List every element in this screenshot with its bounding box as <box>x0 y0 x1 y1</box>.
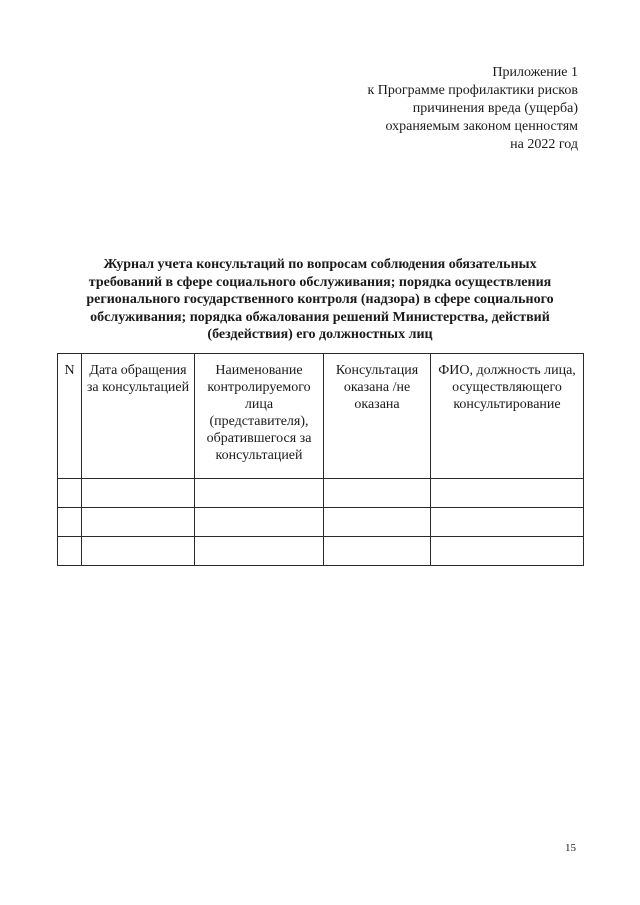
table-header-row <box>58 354 584 479</box>
appendix-note <box>368 64 579 154</box>
table-cell <box>324 508 431 537</box>
table-cell <box>431 479 584 508</box>
title-line: Журнал учета консультаций по вопросам соблюдения обязательных <box>103 257 537 272</box>
title-line: (бездействия) его должностных лиц <box>207 327 433 342</box>
appendix-line: Приложение 1 <box>492 65 578 80</box>
header-controlled-entity: Наименование контролируемого лица (представителя), обратившегося за консультацией <box>195 354 324 479</box>
table-row <box>58 537 584 566</box>
title-line: обслуживания; порядка обжалования решений Министерства, действий <box>90 309 550 325</box>
header-consultation-status: Консультация оказана /не оказана <box>324 354 431 479</box>
table-cell <box>58 508 82 537</box>
table-cell <box>195 508 324 537</box>
header-request-date: Дата обращения за консультацией <box>82 354 195 479</box>
header-number: N <box>58 354 82 479</box>
table-cell <box>195 479 324 508</box>
appendix-line: причинения вреда (ущерба) <box>412 101 578 116</box>
table-row <box>58 508 584 537</box>
table-cell <box>431 537 584 566</box>
table-cell <box>324 479 431 508</box>
table-cell <box>195 537 324 566</box>
page-number: 15 <box>565 842 576 854</box>
header-consultant: ФИО, должность лица, осуществляющего консультирование <box>431 354 584 479</box>
table-cell <box>58 479 82 508</box>
appendix-line: к Программе профилактики рисков <box>367 83 578 98</box>
title-line: требований в сфере социального обслуживания; порядка осуществления <box>88 274 552 290</box>
appendix-line: на 2022 год <box>510 137 578 152</box>
table-cell <box>58 537 82 566</box>
table-cell <box>431 508 584 537</box>
table-cell <box>324 537 431 566</box>
title-line: регионального государственного контроля (надзора) в сфере социального <box>86 292 554 307</box>
table-cell <box>82 537 195 566</box>
table-cell <box>82 508 195 537</box>
document-title <box>55 256 585 344</box>
appendix-line: охраняемым законом ценностям <box>385 119 578 134</box>
table-row <box>58 479 584 508</box>
table-cell <box>82 479 195 508</box>
consultation-journal-table <box>57 353 584 566</box>
